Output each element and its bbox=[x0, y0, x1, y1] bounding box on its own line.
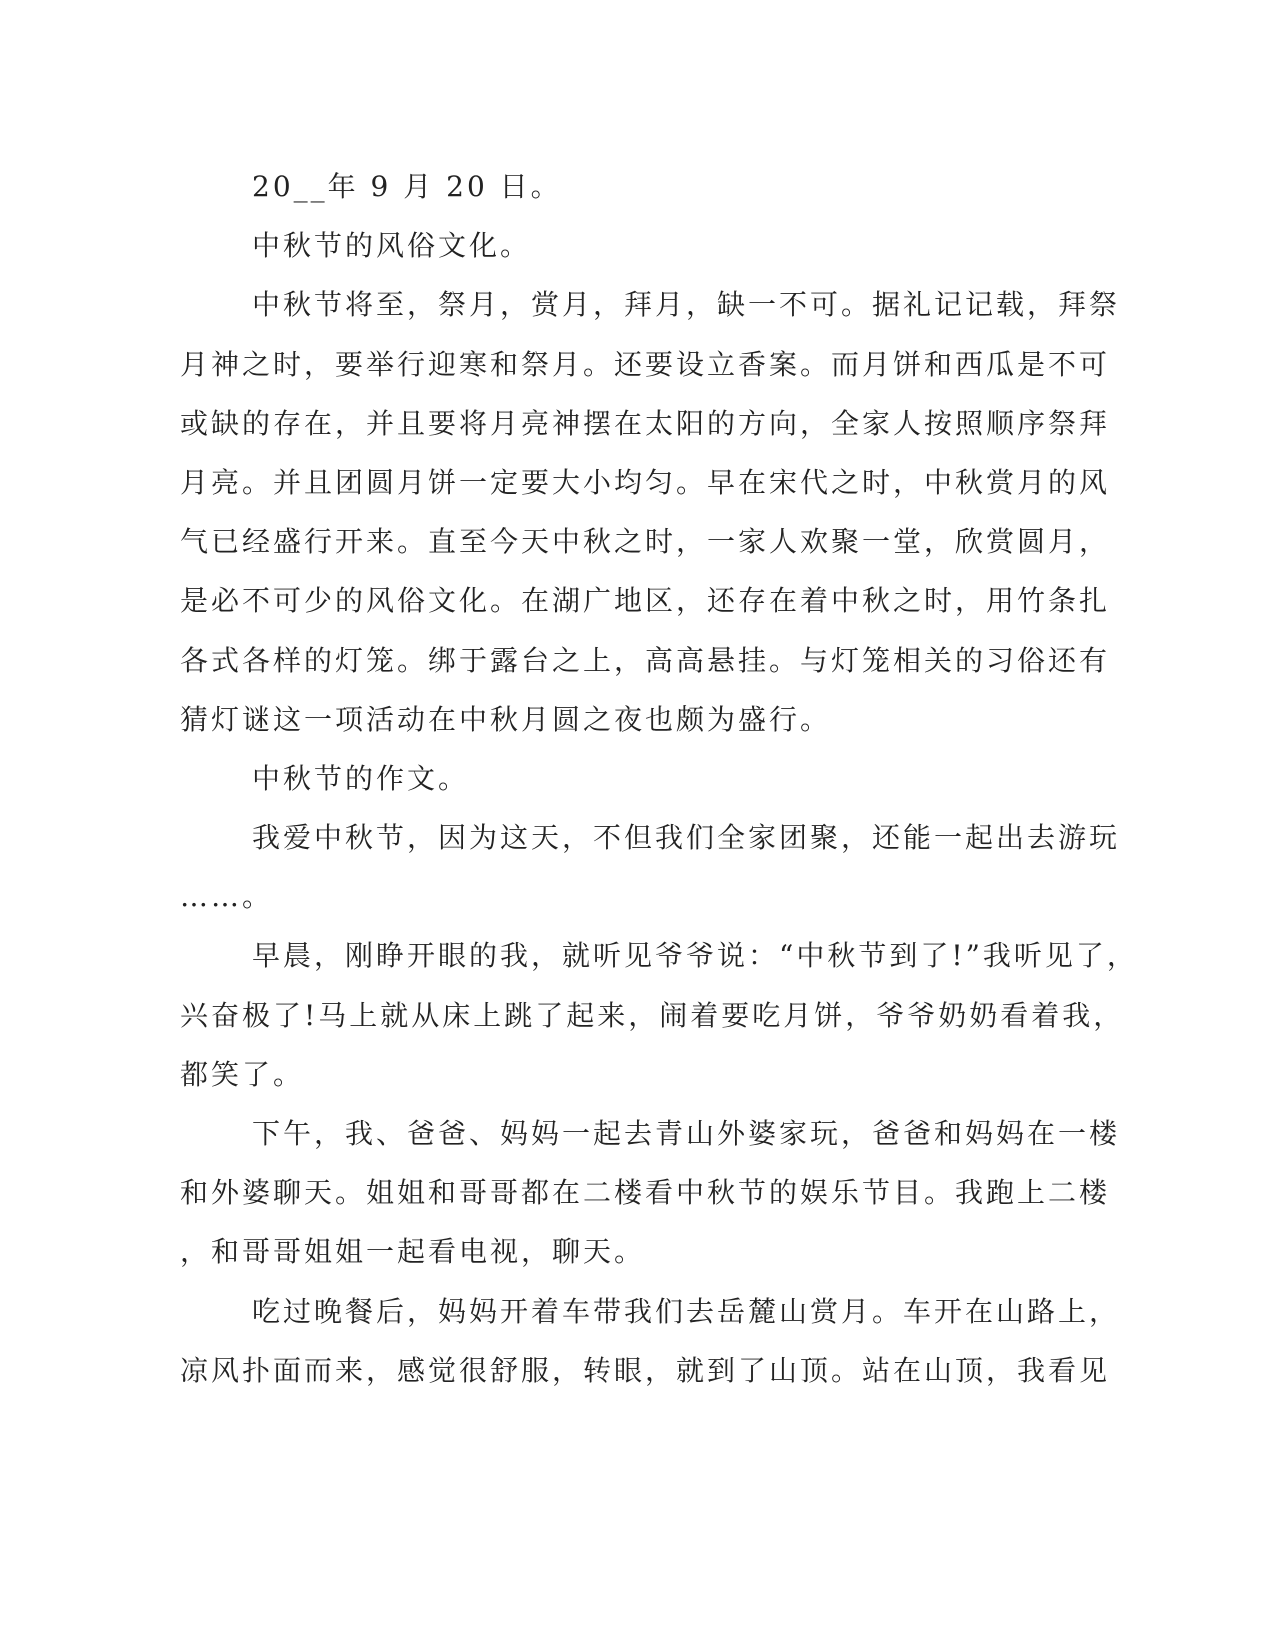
date-line: 20__年 9 月 20 日。 bbox=[252, 170, 562, 203]
text-line: 早晨，刚睁开眼的我，就听见爷爷说：“中秋节到了!”我听见了， bbox=[252, 939, 1138, 973]
text-line: 凉风扑面而来，感觉很舒服，转眼，就到了山顶。站在山顶，我看见 bbox=[180, 1353, 1111, 1387]
text-line: 都笑了。 bbox=[180, 1057, 305, 1091]
text-line: 或缺的存在，并且要将月亮神摆在太阳的方向，全家人按照顺序祭拜 bbox=[180, 406, 1111, 440]
document-body bbox=[180, 157, 1138, 1400]
section-heading-essay: 中秋节的作文。 bbox=[252, 761, 470, 795]
section-heading-customs: 中秋节的风俗文化。 bbox=[252, 229, 532, 263]
text-line: 是必不可少的风俗文化。在湖广地区，还存在着中秋之时，用竹条扎 bbox=[180, 584, 1111, 618]
text-line: 月神之时，要举行迎寒和祭月。还要设立香案。而月饼和西瓜是不可 bbox=[180, 347, 1111, 381]
text-line: 气已经盛行开来。直至今天中秋之时，一家人欢聚一堂，欣赏圆月， bbox=[180, 525, 1111, 559]
text-line: 中秋节将至，祭月，赏月，拜月，缺一不可。据礼记记载，拜祭 bbox=[252, 288, 1121, 322]
text-line: 和外婆聊天。姐姐和哥哥都在二楼看中秋节的娱乐节目。我跑上二楼 bbox=[180, 1176, 1111, 1210]
text-line: 月亮。并且团圆月饼一定要大小均匀。早在宋代之时，中秋赏月的风 bbox=[180, 465, 1111, 499]
text-line: 吃过晚餐后，妈妈开着车带我们去岳麓山赏月。车开在山路上， bbox=[252, 1294, 1121, 1328]
text-line: ，和哥哥姐姐一起看电视，聊天。 bbox=[180, 1235, 646, 1269]
text-line: 我爱中秋节，因为这天，不但我们全家团聚，还能一起出去游玩 bbox=[252, 821, 1121, 855]
text-line: ……。 bbox=[180, 880, 274, 914]
text-line: 下午，我、爸爸、妈妈一起去青山外婆家玩，爸爸和妈妈在一楼 bbox=[252, 1117, 1121, 1150]
text-line: 各式各样的灯笼。绑于露台之上，高高悬挂。与灯笼相关的习俗还有 bbox=[180, 643, 1111, 677]
text-line: 猜灯谜这一项活动在中秋月圆之夜也颇为盛行。 bbox=[180, 702, 832, 736]
text-line: 兴奋极了!马上就从床上跳了起来，闹着要吃月饼，爷爷奶奶看着我， bbox=[180, 998, 1125, 1032]
